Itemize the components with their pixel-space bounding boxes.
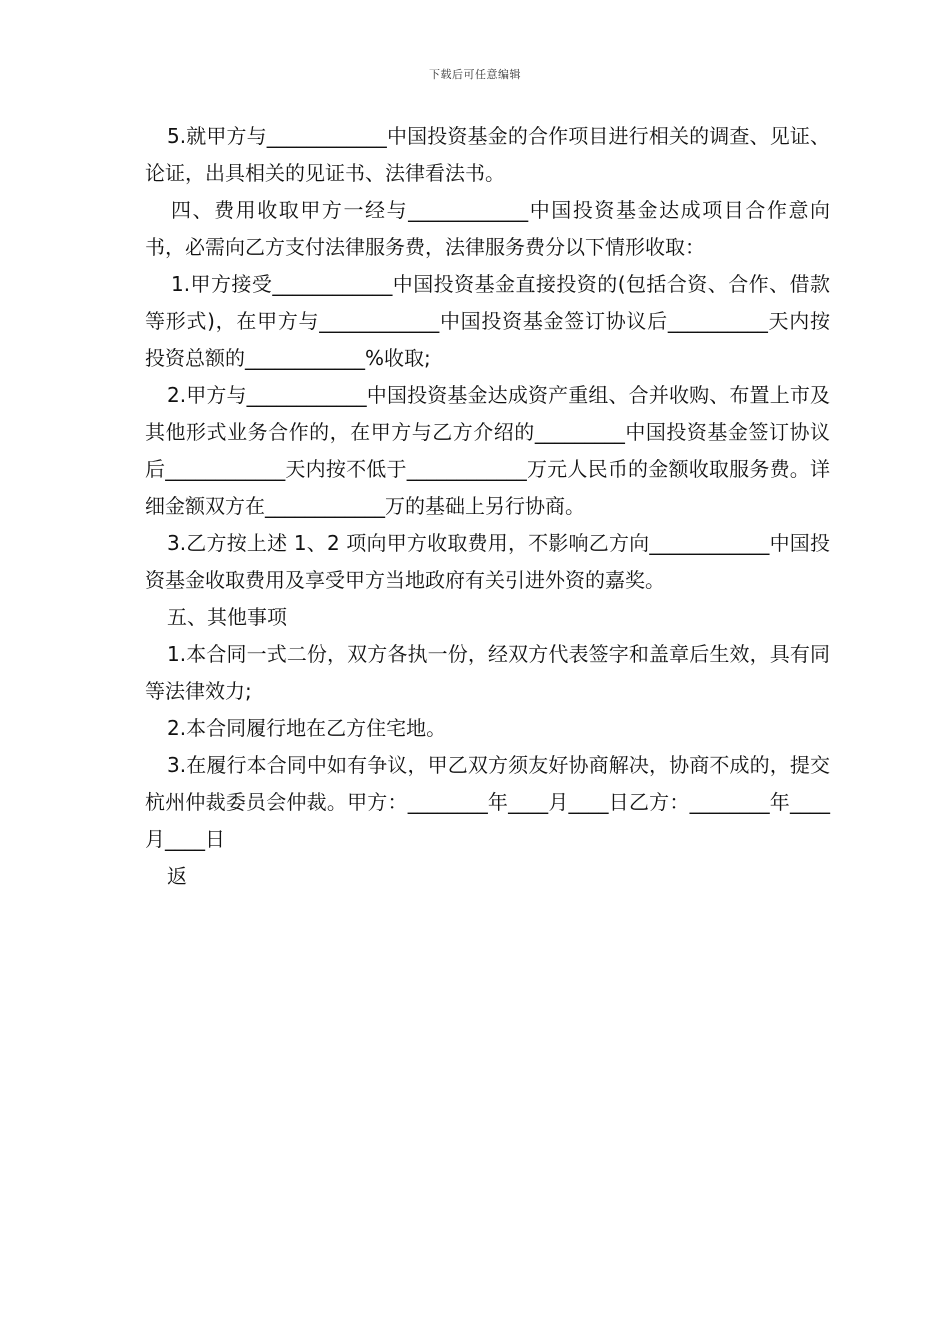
clause-3-fee-collection: 3.乙方按上述 1、2 项向甲方收取费用，不影响乙方向____________中国投资基金收取费用及享受甲方当地政府有关引进外资的嘉奖。 (145, 531, 830, 592)
clause-5-verification: 5.就甲方与____________中国投资基金的合作项目进行相关的调查、见证、论证，出具相关的见证书、法律看法书。 (145, 124, 830, 185)
trailing-text: 返 (167, 864, 187, 888)
document-body (145, 118, 830, 895)
clause-2-place-of-performance: 2.本合同履行地在乙方住宅地。 (167, 716, 447, 740)
clause-2-restructuring: 2.甲方与____________中国投资基金达成资产重组、合并收购、布置上市及其他形式业务合作的，在甲方与乙方介绍的_________中国投资基金签订协议后____________天内按不低于____________万元人民币的金额收取服务费。详细金额双方在____________万的基础上另行协商。 (145, 383, 830, 518)
clause-1-copies: 1.本合同一式二份，双方各执一份，经双方代表签字和盖章后生效，具有同等法律效力; (145, 642, 830, 703)
section-5-other-matters: 五、其他事项 (167, 605, 287, 629)
page-header: 下载后可任意编辑 (429, 68, 521, 81)
clause-3-dispute-resolution: 3.在履行本合同中如有争议，甲乙双方须友好协商解决，协商不成的，提交杭州仲裁委员会仲裁。甲方：________年____月____日乙方：________年____月____日 (145, 753, 830, 851)
clause-1-direct-investment: 1.甲方接受____________中国投资基金直接投资的(包括合资、合作、借款等形式)，在甲方与____________中国投资基金签订协议后__________天内按投资总额的____________%收取; (145, 272, 830, 370)
section-4-fees: 四、费用收取甲方一经与____________中国投资基金达成项目合作意向书，必需向乙方支付法律服务费，法律服务费分以下情形收取： (145, 198, 830, 259)
